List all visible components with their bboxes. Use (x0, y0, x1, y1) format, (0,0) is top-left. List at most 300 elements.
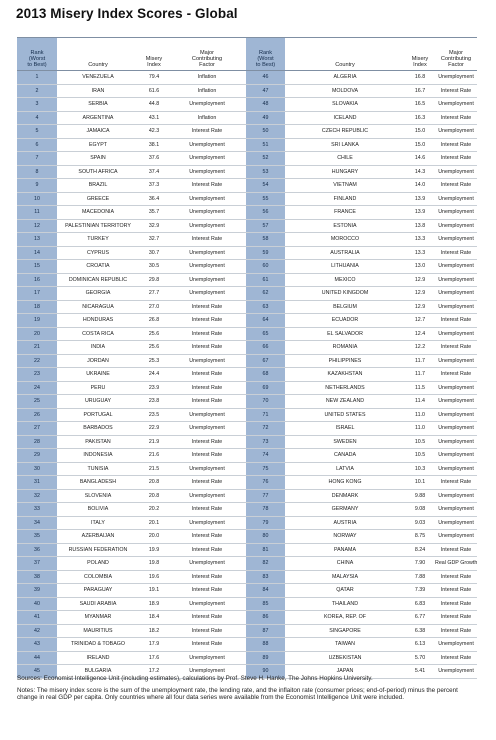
index-cell: 20.0 (148, 533, 160, 539)
rank-cell: 55 (245, 193, 285, 206)
index-cell: 27.0 (148, 303, 160, 310)
rank-cell: 30 (17, 463, 57, 476)
country-cell: GREECE (86, 195, 110, 202)
table-row (17, 314, 477, 328)
rank-cell: 75 (245, 463, 285, 476)
index-cell: 38.1 (148, 141, 160, 148)
methodology-note: Notes: The misery index score is the sum of the unemployment rate, the lending rate, and the inflaiton rate (consumer prices; end-of-period) minus the percent change in real GDP per capita. Only countries where all four data series were available from the Economist Intelligence Unit were included. (17, 686, 458, 702)
rank-cell: 17 (17, 287, 57, 300)
country-cell: KOREA, REP. OF (324, 614, 366, 620)
rank-cell: 83 (245, 571, 285, 584)
factor-cell: Interest Rate (191, 317, 223, 323)
country-cell: LATVIA (336, 465, 354, 472)
factor-cell: Interest Rate (191, 384, 223, 391)
country-cell: FINLAND (333, 195, 357, 202)
index-cell: 16.8 (414, 74, 426, 80)
rank-cell: 48 (245, 98, 285, 111)
country-cell: BRAZIL (88, 182, 108, 188)
index-cell: 20.8 (148, 479, 160, 485)
rank-cell: 42 (17, 625, 57, 638)
index-cell: 10.3 (414, 465, 426, 472)
index-cell: 42.3 (148, 128, 160, 134)
index-cell: 13.3 (414, 249, 426, 256)
country-cell: SLOVAKIA (332, 101, 358, 107)
table-row (17, 71, 477, 85)
country-cell: NORWAY (333, 533, 357, 539)
index-cell: 25.3 (148, 357, 160, 364)
index-cell: 19.9 (148, 546, 160, 553)
index-cell: 14.3 (414, 168, 426, 175)
index-cell: 9.03 (414, 519, 426, 526)
index-cell: 37.6 (148, 155, 160, 161)
table-row (17, 220, 477, 234)
rank-cell: 29 (17, 449, 57, 462)
country-cell: COLOMBIA (84, 573, 112, 580)
country-cell: SERBIA (88, 101, 108, 107)
factor-cell: Unemployment (438, 168, 474, 175)
footnotes (17, 675, 479, 706)
rank-cell: 85 (245, 598, 285, 611)
country-cell: PARAGUAY (83, 587, 113, 593)
country-cell: UZBEKISTAN (328, 654, 362, 661)
table-header (17, 38, 477, 71)
country-cell: BANGLADESH (79, 479, 117, 485)
index-cell: 61.6 (148, 87, 160, 94)
country-cell: PANAMA (334, 546, 356, 553)
country-cell: TRINIDAD & TOBAGO (71, 641, 125, 647)
country-cell: EGYPT (89, 141, 107, 148)
factor-cell: Interest Rate (440, 182, 472, 188)
index-cell: 32.7 (148, 236, 160, 242)
rank-cell: 76 (245, 476, 285, 489)
index-cell: 20.2 (148, 506, 160, 512)
rank-cell: 68 (245, 368, 285, 381)
country-cell: MAURITIUS (83, 627, 113, 634)
table-row (17, 584, 477, 598)
country-cell: TUNISIA (87, 465, 109, 472)
index-cell: 37.4 (148, 168, 160, 175)
factor-cell: Unemployment (438, 398, 474, 404)
index-cell: 15.0 (414, 128, 426, 134)
factor-cell: Interest Rate (440, 317, 472, 323)
page-title: 2013 Misery Index Scores - Global (16, 6, 238, 21)
factor-cell: Unemployment (438, 438, 474, 445)
factor-cell: Inflation (197, 114, 217, 121)
table-row (17, 328, 477, 342)
rank-cell: 20 (17, 328, 57, 341)
index-cell: 19.1 (148, 587, 160, 593)
index-cell: 35.7 (148, 209, 160, 215)
rank-cell: 59 (245, 247, 285, 260)
index-cell: 19.6 (148, 573, 160, 580)
factor-cell: Interest Rate (440, 141, 472, 148)
rank-cell: 44 (17, 652, 57, 665)
factor-cell: Unemployment (438, 452, 474, 458)
country-cell: PALESTINIAN TERRITORY (65, 222, 131, 229)
country-cell: INDONESIA (83, 452, 113, 458)
table-row (17, 112, 477, 126)
factor-cell: Interest Rate (191, 587, 223, 593)
factor-cell: Unemployment (189, 465, 225, 472)
country-cell: MALAYSIA (331, 573, 359, 580)
index-cell: 12.9 (414, 276, 426, 283)
factor-cell: Interest Rate (440, 614, 472, 620)
country-cell: AZERBAIJAN (81, 533, 115, 539)
rank-cell: 4 (17, 112, 57, 125)
country-cell: RUSSIAN FEDERATION (68, 546, 128, 553)
index-cell: 30.7 (148, 249, 160, 256)
index-cell: 37.3 (148, 182, 160, 188)
header-country-right: Country (335, 62, 355, 68)
table-row (17, 179, 477, 193)
index-cell: 6.77 (414, 614, 426, 620)
table-row (17, 598, 477, 612)
factor-cell: Unemployment (189, 668, 225, 674)
country-cell: PHILIPPINES (328, 357, 362, 364)
rank-cell: 62 (245, 287, 285, 300)
factor-cell: Unemployment (438, 411, 474, 418)
factor-cell: Interest Rate (191, 573, 223, 580)
table-row (17, 139, 477, 153)
rank-cell: 25 (17, 395, 57, 408)
factor-cell: Unemployment (189, 519, 225, 526)
factor-cell: Unemployment (189, 141, 225, 148)
index-cell: 22.9 (148, 425, 160, 431)
factor-cell: Interest Rate (440, 479, 472, 485)
table-row (17, 301, 477, 315)
factor-cell: Interest Rate (440, 344, 472, 350)
rank-cell: 8 (17, 166, 57, 179)
index-cell: 11.7 (415, 371, 425, 377)
index-cell: 17.2 (148, 668, 160, 674)
rank-cell: 53 (245, 166, 285, 179)
rank-cell: 39 (17, 584, 57, 597)
rank-cell: 56 (245, 206, 285, 219)
rank-cell: 77 (245, 490, 285, 503)
index-cell: 18.2 (148, 627, 160, 634)
rank-cell: 10 (17, 193, 57, 206)
factor-cell: Unemployment (438, 303, 474, 310)
factor-cell: Interest Rate (191, 479, 223, 485)
table-row (17, 98, 477, 112)
country-cell: HUNGARY (331, 168, 359, 175)
country-cell: CHINA (336, 560, 354, 566)
rank-cell: 43 (17, 638, 57, 651)
index-cell: 6.83 (414, 600, 426, 607)
table-row (17, 287, 477, 301)
factor-cell: Unemployment (189, 209, 225, 215)
factor-cell: Unemployment (438, 668, 474, 674)
rank-cell: 87 (245, 625, 285, 638)
rank-cell: 27 (17, 422, 57, 435)
index-cell: 13.8 (414, 222, 426, 229)
rank-cell: 81 (245, 544, 285, 557)
country-cell: MOLDOVA (331, 87, 359, 94)
rank-cell: 79 (245, 517, 285, 530)
country-cell: NEW ZEALAND (325, 398, 365, 404)
rank-cell: 1 (17, 71, 57, 84)
country-cell: NICARAGUA (82, 303, 114, 310)
rank-cell: 86 (245, 611, 285, 624)
table-row (17, 409, 477, 423)
factor-cell: Unemployment (438, 222, 474, 229)
table-row (17, 382, 477, 396)
table-row (17, 503, 477, 517)
country-cell: MEXICO (334, 276, 356, 283)
table-row (17, 517, 477, 531)
factor-cell: Unemployment (438, 236, 474, 242)
header-country-left: Country (88, 62, 108, 68)
table-row (17, 611, 477, 625)
country-cell: CROATIA (86, 263, 110, 269)
factor-cell: Unemployment (438, 330, 474, 337)
index-cell: 9.88 (414, 492, 426, 499)
rank-cell: 65 (245, 328, 285, 341)
index-cell: 12.9 (414, 290, 426, 296)
rank-cell: 73 (245, 436, 285, 449)
factor-cell: Interest Rate (191, 344, 223, 350)
factor-cell: Unemployment (189, 101, 225, 107)
index-cell: 16.3 (414, 114, 426, 121)
country-cell: QATAR (336, 587, 354, 593)
country-cell: SLOVENIA (84, 492, 112, 499)
rank-cell: 13 (17, 233, 57, 246)
factor-cell: Unemployment (438, 519, 474, 526)
table-row (17, 395, 477, 409)
index-cell: 27.7 (148, 290, 160, 296)
factor-cell: Interest Rate (191, 438, 223, 445)
country-cell: THAILAND (331, 600, 359, 607)
index-cell: 30.5 (148, 263, 160, 269)
index-cell: 8.75 (414, 533, 426, 539)
country-cell: ALGERIA (333, 74, 357, 80)
index-cell: 6.13 (414, 641, 426, 647)
table-row (17, 449, 477, 463)
factor-cell: Interest Rate (440, 627, 472, 634)
country-cell: GERMANY (331, 506, 359, 512)
index-cell: 21.9 (148, 438, 160, 445)
factor-cell: Unemployment (189, 600, 225, 607)
table-row (17, 85, 477, 99)
table-row (17, 625, 477, 639)
country-cell: TAIWAN (334, 641, 355, 647)
factor-cell: Unemployment (438, 425, 474, 431)
factor-cell: Unemployment (189, 249, 225, 256)
rank-cell: 45 (17, 665, 57, 678)
table-row (17, 571, 477, 585)
rank-cell: 32 (17, 490, 57, 503)
country-cell: BOLIVIA (87, 506, 109, 512)
factor-cell: Interest Rate (440, 654, 472, 661)
index-cell: 11.0 (415, 425, 425, 431)
index-cell: 10.5 (414, 452, 426, 458)
rank-cell: 88 (245, 638, 285, 651)
table-row (17, 193, 477, 207)
factor-cell: Interest Rate (440, 249, 472, 256)
rank-cell: 40 (17, 598, 57, 611)
rank-cell: 6 (17, 139, 57, 152)
rank-cell: 15 (17, 260, 57, 273)
country-cell: UKRAINE (86, 371, 110, 377)
country-cell: MOROCCO (330, 236, 360, 242)
country-cell: AUSTRALIA (330, 249, 360, 256)
country-cell: INDIA (90, 344, 106, 350)
factor-cell: Unemployment (438, 533, 474, 539)
factor-cell: Interest Rate (191, 371, 223, 377)
country-cell: BARBADOS (83, 425, 113, 431)
index-cell: 17.6 (148, 654, 160, 661)
country-cell: JAMAICA (86, 128, 110, 134)
factor-cell: Interest Rate (191, 506, 223, 512)
country-cell: SRI LANKA (331, 141, 359, 148)
rank-cell: 82 (245, 557, 285, 570)
factor-cell: Unemployment (189, 168, 225, 175)
factor-cell: Interest Rate (440, 573, 472, 580)
country-cell: CANADA (333, 452, 357, 458)
index-cell: 23.8 (148, 398, 160, 404)
country-cell: BELGIUM (333, 303, 357, 310)
country-cell: AUSTRIA (333, 519, 357, 526)
index-cell: 26.8 (148, 317, 160, 323)
country-cell: SINGAPORE (329, 627, 361, 634)
factor-cell: Unemployment (438, 290, 474, 296)
factor-cell: Interest Rate (191, 533, 223, 539)
factor-cell: Interest Rate (191, 236, 223, 242)
rank-cell: 35 (17, 530, 57, 543)
rank-cell: 26 (17, 409, 57, 422)
rank-cell: 2 (17, 85, 57, 98)
header-rank-right: Rank (Worst to Best) (245, 38, 285, 70)
index-cell: 20.8 (148, 492, 160, 499)
factor-cell: Unemployment (189, 560, 225, 566)
index-cell: 25.6 (148, 330, 160, 337)
rank-cell: 67 (245, 355, 285, 368)
index-cell: 24.4 (148, 371, 160, 377)
factor-cell: Interest Rate (191, 182, 223, 188)
rank-cell: 60 (245, 260, 285, 273)
country-cell: UNITED STATES (324, 411, 366, 418)
table-row (17, 206, 477, 220)
factor-cell: Interest Rate (191, 398, 223, 404)
country-cell: COSTA RICA (82, 330, 114, 337)
rank-cell: 51 (245, 139, 285, 152)
country-cell: DOMINICAN REPUBLIC (68, 276, 128, 283)
index-cell: 17.9 (148, 641, 160, 647)
table-row (17, 638, 477, 652)
rank-cell: 36 (17, 544, 57, 557)
factor-cell: Interest Rate (440, 600, 472, 607)
country-cell: ICELAND (333, 114, 357, 121)
country-cell: JAPAN (336, 668, 354, 674)
rank-cell: 31 (17, 476, 57, 489)
table-row (17, 125, 477, 139)
rank-cell: 84 (245, 584, 285, 597)
rank-cell: 9 (17, 179, 57, 192)
country-cell: SAUDI ARABIA (79, 600, 117, 607)
rank-cell: 49 (245, 112, 285, 125)
factor-cell: Unemployment (189, 195, 225, 202)
index-cell: 11.7 (415, 357, 425, 364)
country-cell: ARGENTINA (82, 114, 114, 121)
index-cell: 11.5 (415, 384, 425, 391)
table-row (17, 476, 477, 490)
table-row (17, 557, 477, 571)
factor-cell: Unemployment (438, 506, 474, 512)
index-cell: 9.08 (414, 506, 426, 512)
country-cell: KAZAKHSTAN (327, 371, 363, 377)
rank-cell: 23 (17, 368, 57, 381)
factor-cell: Inflation (197, 87, 217, 94)
rank-cell: 58 (245, 233, 285, 246)
table-row (17, 368, 477, 382)
index-cell: 11.0 (415, 411, 425, 418)
index-cell: 7.39 (414, 587, 426, 593)
country-cell: LITHUANIA (331, 263, 359, 269)
country-cell: ROMANIA (332, 344, 358, 350)
country-cell: SPAIN (90, 155, 106, 161)
factor-cell: Unemployment (189, 222, 225, 229)
factor-cell: Interest Rate (191, 303, 223, 310)
index-cell: 12.9 (414, 303, 426, 310)
factor-cell: Unemployment (438, 74, 474, 80)
country-cell: SOUTH AFRICA (78, 168, 118, 175)
table-row (17, 463, 477, 477)
header-index-right: Misery Index (411, 56, 429, 68)
index-cell: 12.7 (414, 317, 426, 323)
header-factor-right: Major Contributing Factor (440, 50, 472, 68)
factor-cell: Unemployment (438, 195, 474, 202)
rank-cell: 11 (17, 206, 57, 219)
factor-cell: Unemployment (438, 465, 474, 472)
rank-cell: 34 (17, 517, 57, 530)
factor-cell: Unemployment (189, 155, 225, 161)
index-cell: 5.70 (414, 654, 426, 661)
rank-cell: 16 (17, 274, 57, 287)
misery-index-table (17, 38, 477, 679)
rank-cell: 47 (245, 85, 285, 98)
index-cell: 20.1 (148, 519, 160, 526)
country-cell: ESTONIA (333, 222, 357, 229)
country-cell: IRAN (91, 87, 105, 94)
table-row (17, 544, 477, 558)
index-cell: 43.1 (148, 114, 160, 121)
factor-cell: Unemployment (438, 641, 474, 647)
table-row (17, 530, 477, 544)
rank-cell: 54 (245, 179, 285, 192)
rank-cell: 52 (245, 152, 285, 165)
country-cell: PERU (90, 384, 106, 391)
factor-cell: Interest Rate (191, 641, 223, 647)
factor-cell: Interest Rate (440, 155, 472, 161)
rank-cell: 38 (17, 571, 57, 584)
rank-cell: 41 (17, 611, 57, 624)
rank-cell: 28 (17, 436, 57, 449)
index-cell: 13.0 (414, 263, 426, 269)
factor-cell: Interest Rate (191, 627, 223, 634)
country-cell: NETHERLANDS (325, 384, 365, 391)
index-cell: 19.8 (148, 560, 160, 566)
country-cell: ISRAEL (335, 425, 355, 431)
country-cell: BULGARIA (84, 668, 112, 674)
country-cell: FRANCE (334, 209, 356, 215)
index-cell: 10.1 (414, 479, 426, 485)
rank-cell: 50 (245, 125, 285, 138)
index-cell: 15.0 (414, 141, 426, 148)
index-cell: 7.90 (414, 560, 426, 566)
rank-cell: 18 (17, 301, 57, 314)
factor-cell: Unemployment (189, 654, 225, 661)
table-row (17, 652, 477, 666)
